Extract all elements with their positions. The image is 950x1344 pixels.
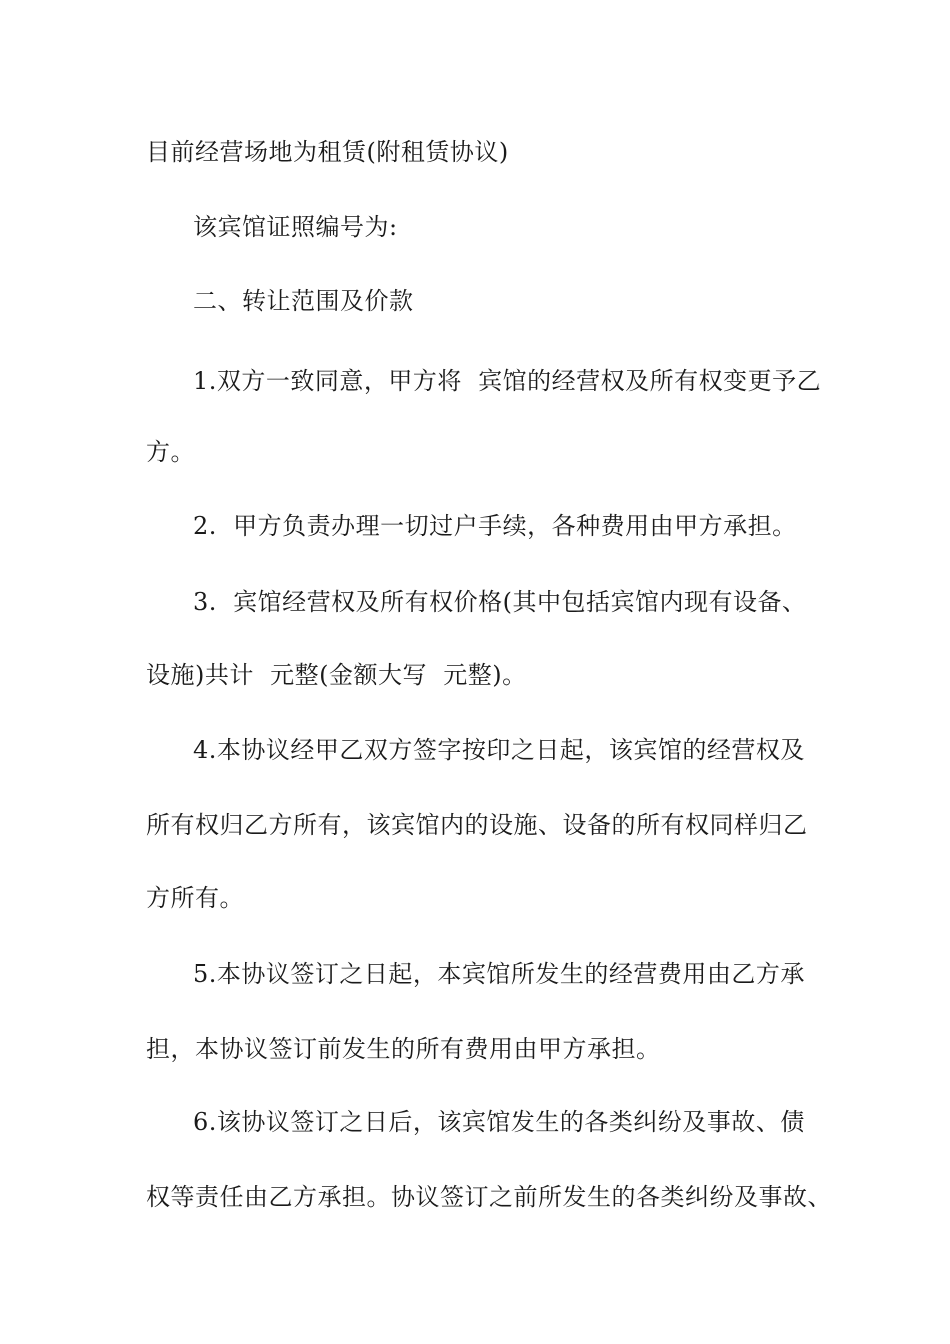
text-line-1: 目前经营场地为租赁(附租赁协议) xyxy=(146,138,509,166)
text-line-2: 该宾馆证照编号为: xyxy=(193,213,398,241)
clause-5-line-2: 担，本协议签订前发生的所有费用由甲方承担。 xyxy=(146,1035,661,1063)
section-heading-transfer-scope: 二、转让范围及价款 xyxy=(193,287,414,315)
clause-3-line-1: 3. 宾馆经营权及所有权价格(其中包括宾馆内现有设备、 xyxy=(193,588,807,616)
clause-1-line-2: 方。 xyxy=(146,438,195,466)
clause-6-line-2: 权等责任由乙方承担。协议签订之前所发生的各类纠纷及事故、 xyxy=(146,1183,832,1211)
clause-4-line-3: 方所有。 xyxy=(146,884,244,912)
clause-6-line-1: 6.该协议签订之日后，该宾馆发生的各类纠纷及事故、债 xyxy=(193,1108,805,1136)
clause-3-line-2: 设施)共计 元整(金额大写 元整)。 xyxy=(146,661,527,689)
clause-2: 2. 甲方负责办理一切过户手续，各种费用由甲方承担。 xyxy=(193,512,797,540)
clause-1-line-1: 1.双方一致同意，甲方将 宾馆的经营权及所有权变更予乙 xyxy=(193,367,822,395)
clause-4-line-2: 所有权归乙方所有，该宾馆内的设施、设备的所有权同样归乙 xyxy=(146,811,808,839)
clause-4-line-1: 4.本协议经甲乙双方签字按印之日起，该宾馆的经营权及 xyxy=(193,736,805,764)
clause-5-line-1: 5.本协议签订之日起，本宾馆所发生的经营费用由乙方承 xyxy=(193,960,805,988)
